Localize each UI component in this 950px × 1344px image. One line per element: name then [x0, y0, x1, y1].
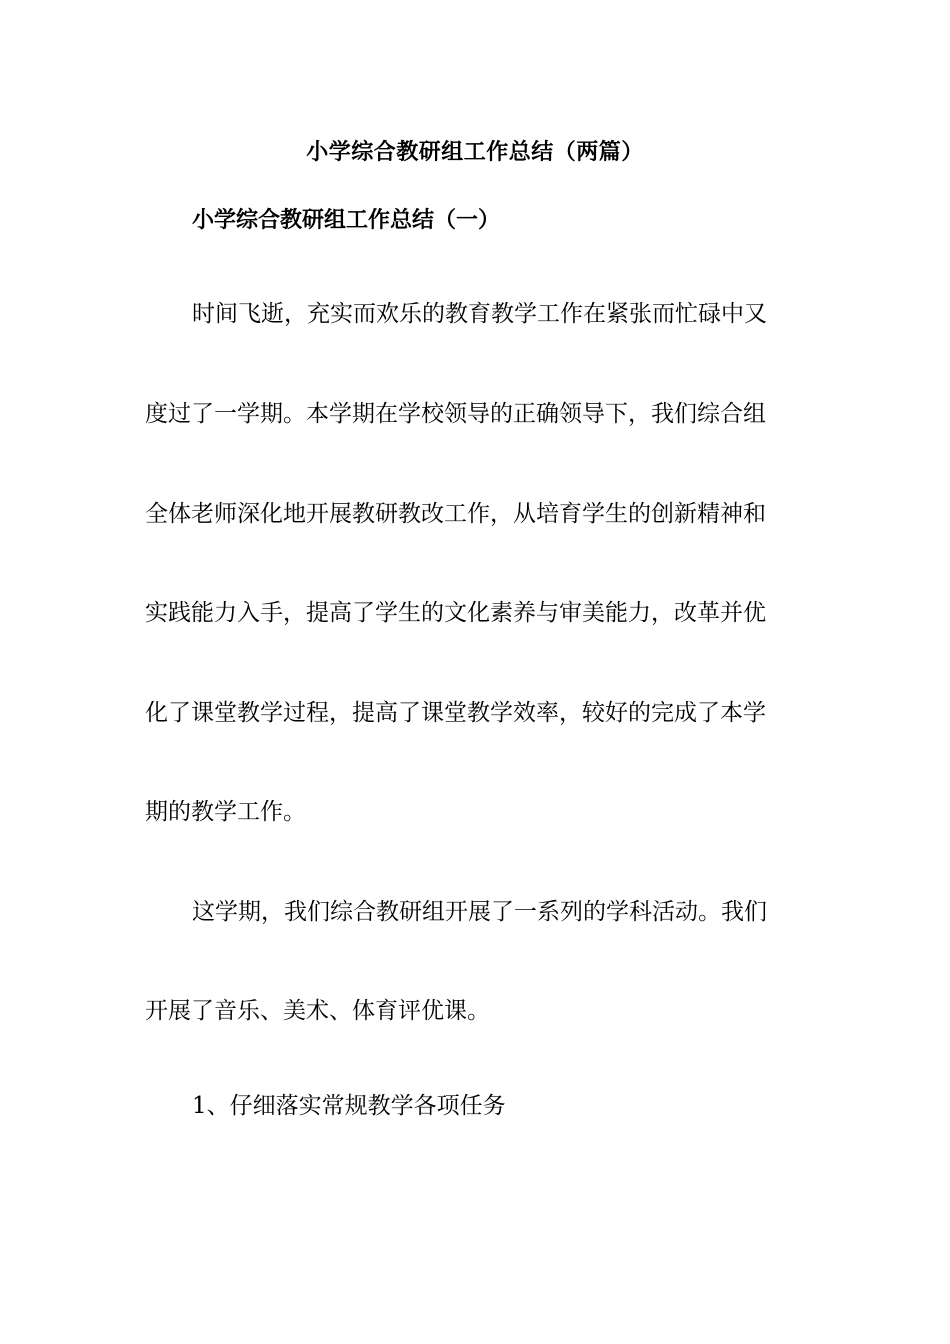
paragraph-1-line-5: 化了课堂教学过程，提高了课堂教学效率，较好的完成了本学 — [145, 700, 766, 726]
paragraph-1-line-3: 全体老师深化地开展教研教改工作，从培育学生的创新精神和 — [145, 501, 766, 527]
section-heading: 小学综合教研组工作总结（一） — [192, 207, 501, 233]
document-title: 小学综合教研组工作总结（两篇） — [306, 139, 644, 165]
paragraph-1-line-4: 实践能力入手，提高了学生的文化素养与审美能力，改革并优 — [145, 600, 766, 626]
paragraph-1-line-1: 时间飞逝，充实而欢乐的教育教学工作在紧张而忙碌中又 — [192, 301, 767, 327]
paragraph-2-line-2: 开展了音乐、美术、体育评优课。 — [145, 998, 490, 1024]
paragraph-1-line-2: 度过了一学期。本学期在学校领导的正确领导下，我们综合组 — [145, 401, 766, 427]
list-item-1: 1、仔细落实常规教学各项任务 — [192, 1093, 506, 1119]
paragraph-2-line-1: 这学期，我们综合教研组开展了一系列的学科活动。我们 — [192, 899, 767, 925]
paragraph-1-line-6: 期的教学工作。 — [145, 799, 306, 825]
